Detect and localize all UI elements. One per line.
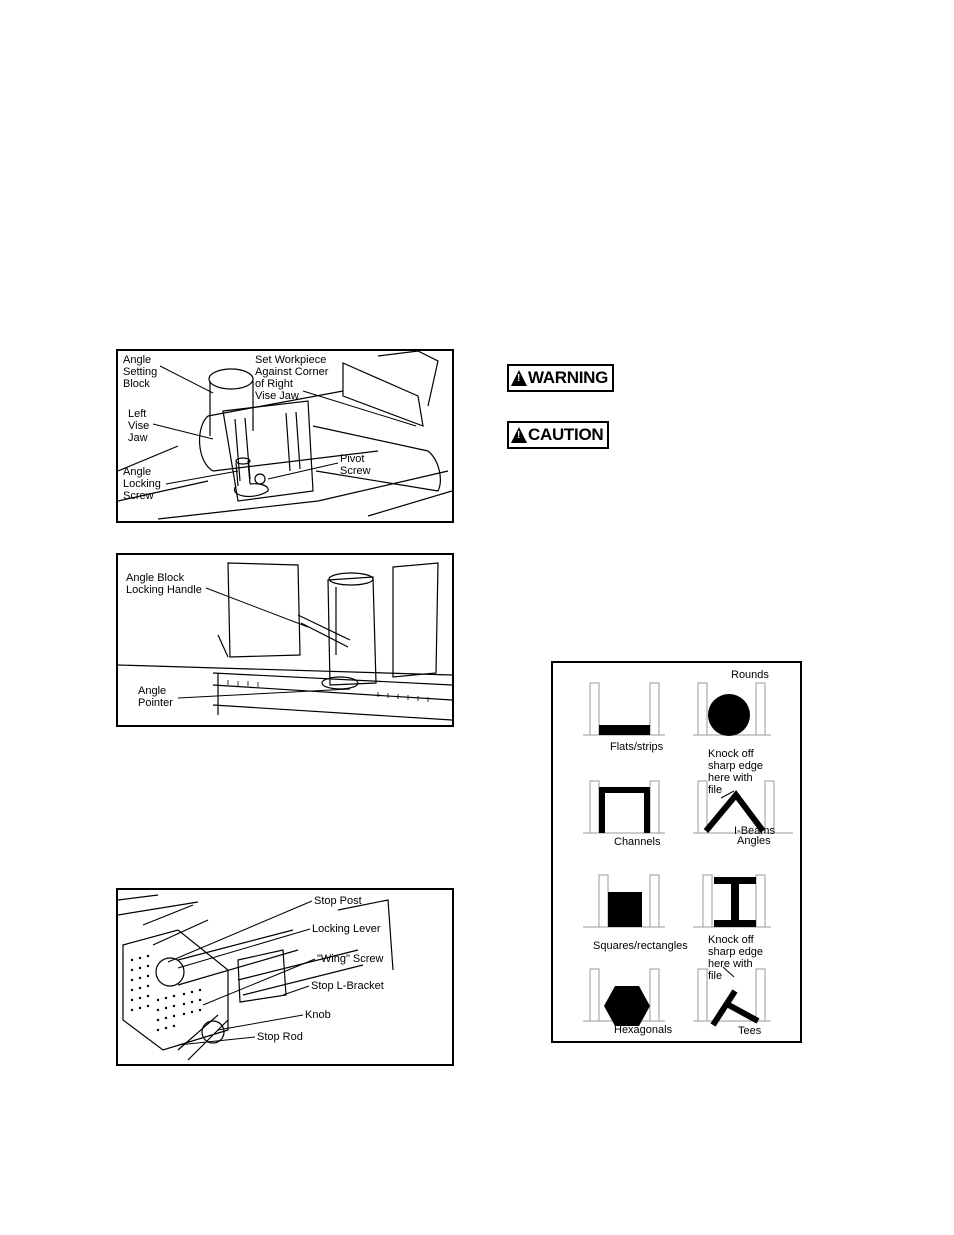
label-stop-rod: Stop Rod: [257, 1031, 303, 1043]
figure-shapes: [551, 661, 802, 1043]
label-angle-block-locking-handle: Angle Block Locking Handle: [126, 572, 202, 596]
stop-assembly-leaders: [118, 890, 452, 1064]
label-angle-pointer: Angle Pointer: [138, 685, 173, 709]
label-pivot-screw: Pivot Screw: [340, 453, 371, 477]
label-wing-screw: "Wing" Screw: [317, 953, 384, 965]
warning-badge: [507, 364, 614, 392]
warning-triangle-icon: [511, 370, 527, 386]
label-angle-setting-block: Angle Setting Block: [123, 354, 158, 390]
label-i-beams: I-Beams: [734, 825, 775, 837]
label-squares-rectangles: Squares/rectangles: [593, 940, 688, 952]
label-hexagonals: Hexagonals: [614, 1024, 673, 1036]
figure-angle-vise: [116, 349, 454, 523]
figure-stop-assembly: [116, 888, 454, 1066]
label-set-workpiece: Set Workpiece Against Corner of Right Vise Jaw: [255, 354, 329, 402]
caution-badge: [507, 421, 609, 449]
label-rounds: Rounds: [731, 669, 769, 681]
angle-vise-leaders: [118, 351, 452, 521]
label-tees: Tees: [738, 1025, 762, 1037]
shapes-illustration: [553, 663, 800, 1041]
label-channels: Channels: [614, 836, 661, 848]
caution-text: CAUTION: [528, 425, 604, 444]
label-stop-post: Stop Post: [314, 895, 362, 907]
figure-angle-block: [116, 553, 454, 727]
label-stop-l-bracket: Stop L-Bracket: [311, 980, 384, 992]
warning-text: WARNING: [528, 368, 609, 387]
label-knock-off-1: Knock off sharp edge here with file: [708, 748, 764, 796]
label-locking-lever: Locking Lever: [312, 923, 381, 935]
label-flats-strips: Flats/strips: [610, 741, 664, 753]
label-knob: Knob: [305, 1009, 331, 1021]
label-angle-locking-screw: Angle Locking Screw: [123, 466, 161, 502]
label-knock-off-2: Knock off sharp edge here with file: [708, 934, 764, 982]
label-angles: Angles: [737, 835, 771, 847]
angle-block-leaders: [118, 555, 452, 725]
label-left-vise-jaw: Left Vise Jaw: [128, 408, 150, 444]
caution-triangle-icon: [511, 427, 527, 443]
